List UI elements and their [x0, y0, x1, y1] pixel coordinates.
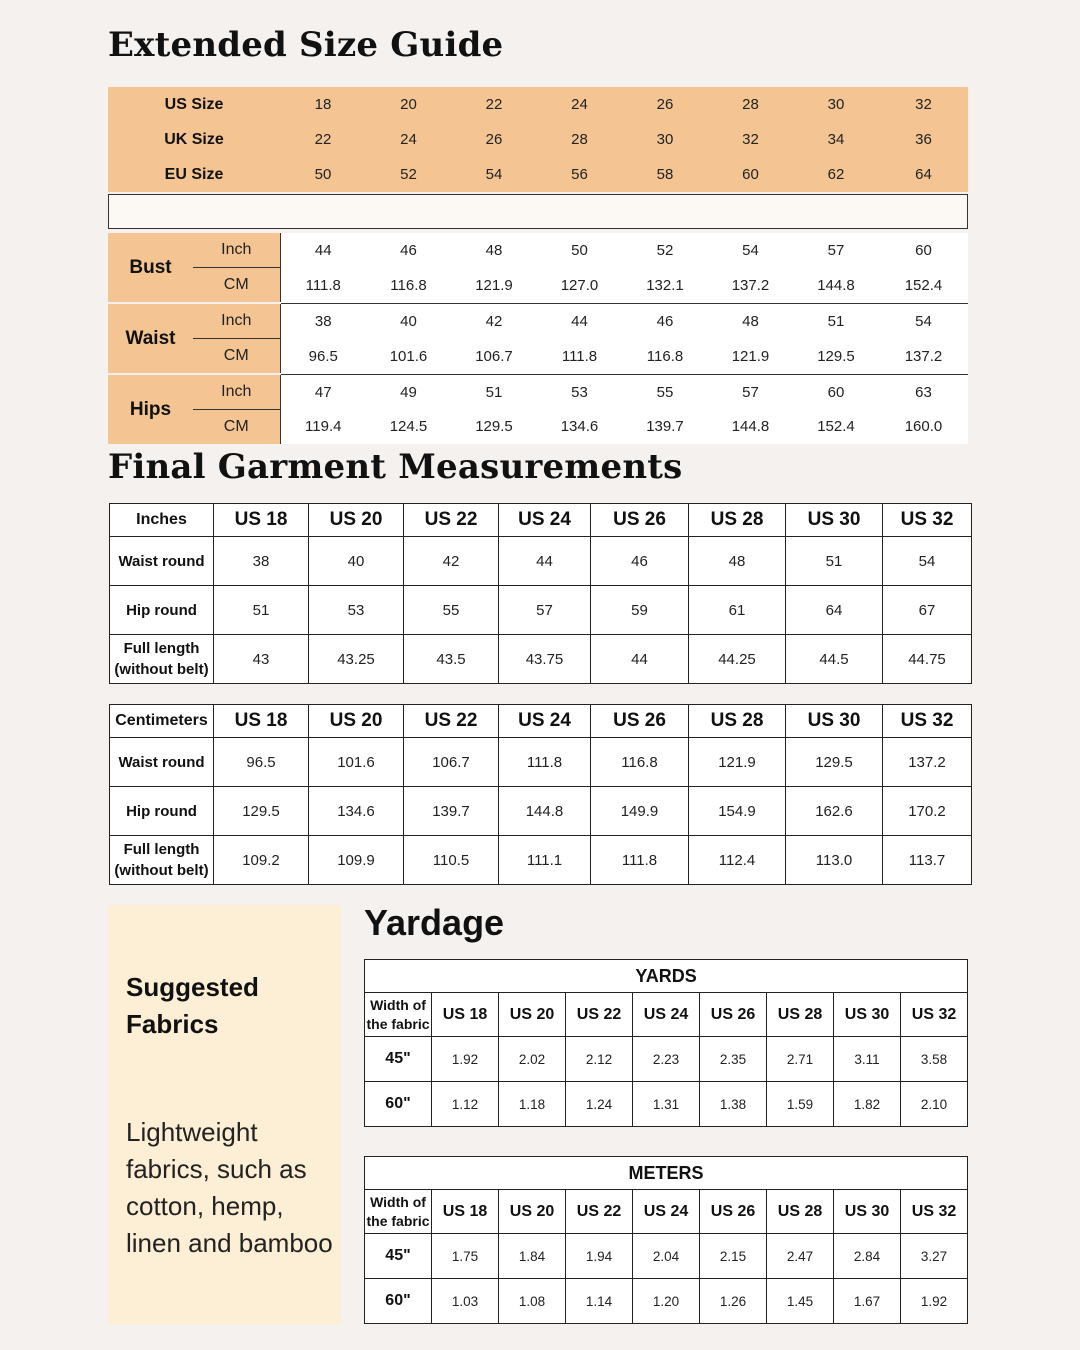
measurement-value: 44	[280, 233, 366, 268]
row-label-line1: Full length	[123, 640, 200, 657]
table-cell: 57	[499, 586, 591, 635]
row-label	[110, 836, 214, 885]
suggested-fabrics-box	[108, 905, 341, 1325]
table-cell: 121.9	[689, 738, 786, 787]
measurement-value: 121.9	[708, 339, 793, 375]
size-header: US 20	[499, 993, 566, 1037]
row-label	[110, 537, 214, 586]
width-label-line2: the fabric	[366, 1212, 430, 1229]
table-cell: 1.92	[432, 1037, 499, 1082]
unit-label-cm: CM	[193, 410, 280, 445]
table-cell: 43	[214, 635, 309, 684]
table-cell: 3.27	[901, 1234, 968, 1279]
table-cell: 1.92	[901, 1279, 968, 1324]
table-cell: 2.12	[566, 1037, 633, 1082]
measurement-value: 60	[879, 233, 968, 268]
table-cell: 1.18	[499, 1082, 566, 1127]
measurement-value: 101.6	[366, 339, 451, 375]
measurement-value: 63	[879, 374, 968, 410]
row-label	[110, 738, 214, 787]
size-value: 24	[400, 131, 417, 148]
size-header: US 18	[214, 504, 309, 537]
measurement-value: 144.8	[793, 268, 879, 304]
unit-label-cm: CM	[193, 268, 280, 304]
width-label-line2: the fabric	[366, 1015, 430, 1032]
row-label	[110, 586, 214, 635]
fabric-width: 45"	[365, 1234, 432, 1279]
table-cell: 1.12	[432, 1082, 499, 1127]
table-cell: 3.11	[834, 1037, 901, 1082]
table-cell: 44	[499, 537, 591, 586]
table-cell: 109.2	[214, 836, 309, 885]
measurement-inch-row	[108, 303, 968, 339]
table-cell: 1.31	[633, 1082, 700, 1127]
table-cell: 51	[214, 586, 309, 635]
measurement-cm-row	[108, 339, 968, 375]
size-guide-divider	[108, 194, 968, 229]
size-header: US 20	[309, 504, 404, 537]
table-row	[365, 1037, 968, 1082]
table-cell: 144.8	[499, 787, 591, 836]
measurement-value: 51	[451, 374, 537, 410]
size-header: US 22	[566, 993, 633, 1037]
measurement-cm-row	[108, 268, 968, 304]
table-cell: 101.6	[309, 738, 404, 787]
table-row	[110, 537, 972, 586]
measurement-value: 137.2	[879, 339, 968, 375]
body-measurements-table	[108, 233, 968, 444]
size-header: US 32	[883, 705, 972, 738]
table-row	[110, 787, 972, 836]
measurement-value: 111.8	[280, 268, 366, 304]
table-cell: 43.25	[309, 635, 404, 684]
measurement-value: 55	[622, 374, 708, 410]
size-value: 22	[314, 131, 332, 148]
size-header: US 22	[566, 1190, 633, 1234]
size-header: US 22	[404, 705, 499, 738]
unit-title: YARDS	[365, 960, 968, 993]
header-row	[365, 1190, 968, 1234]
unit-row	[365, 1157, 968, 1190]
table-cell: 44.5	[786, 635, 883, 684]
row-label-line2: (without belt)	[114, 862, 209, 879]
table-cell: 111.8	[499, 738, 591, 787]
table-cell: 113.0	[786, 836, 883, 885]
table-cell: 40	[309, 537, 404, 586]
measurement-value: 40	[366, 303, 451, 339]
row-label	[110, 787, 214, 836]
table-cell: 1.26	[700, 1279, 767, 1324]
table-cell: 48	[689, 537, 786, 586]
measurement-value: 52	[622, 233, 708, 268]
size-header: US 18	[432, 1190, 499, 1234]
yardage-yards-table	[364, 959, 968, 1127]
measurement-value: 129.5	[793, 339, 879, 375]
table-cell: 110.5	[404, 836, 499, 885]
size-header: US 24	[499, 504, 591, 537]
table-cell: 44	[591, 635, 689, 684]
table-cell: 111.8	[591, 836, 689, 885]
width-label-line1: Width of	[370, 996, 426, 1013]
size-value: 34	[827, 131, 845, 148]
table-cell: 116.8	[591, 738, 689, 787]
table-cell: 2.23	[633, 1037, 700, 1082]
size-header: US 26	[591, 504, 689, 537]
size-value: 54	[485, 166, 503, 183]
width-label-line1: Width of	[370, 1193, 426, 1210]
measurement-value: 121.9	[451, 268, 537, 304]
measurement-value: 127.0	[537, 268, 622, 304]
size-value: 62	[827, 166, 845, 183]
size-header: US 30	[786, 504, 883, 537]
measurement-value: 47	[280, 374, 366, 410]
table-cell: 134.6	[309, 787, 404, 836]
unit-label-inch: Inch	[193, 233, 280, 268]
table-cell: 46	[591, 537, 689, 586]
width-of-fabric-label	[365, 1190, 432, 1234]
table-cell: 154.9	[689, 787, 786, 836]
row-label-line2: (without belt)	[114, 661, 209, 678]
table-cell: 1.45	[767, 1279, 834, 1324]
measurement-value: 51	[793, 303, 879, 339]
size-value: 52	[400, 166, 417, 183]
measurement-value: 53	[537, 374, 622, 410]
size-guide-title: Extended Size Guide	[108, 25, 504, 65]
size-header: US 30	[834, 993, 901, 1037]
size-header: US 24	[499, 705, 591, 738]
table-cell: 61	[689, 586, 786, 635]
final-garment-cm-table	[109, 704, 972, 885]
measurement-inch-row	[108, 233, 968, 268]
fabric-width: 60"	[365, 1279, 432, 1324]
measurement-value: 111.8	[537, 339, 622, 375]
table-cell: 1.03	[432, 1279, 499, 1324]
row-label-line1: Hip round	[126, 601, 197, 619]
table-cell: 2.15	[700, 1234, 767, 1279]
size-value: 36	[915, 131, 932, 148]
measurement-value: 50	[537, 233, 622, 268]
table-cell: 2.10	[901, 1082, 968, 1127]
size-header: US 30	[786, 705, 883, 738]
measurement-value: 139.7	[622, 410, 708, 445]
yardage-title: Yardage	[364, 902, 505, 943]
table-cell: 59	[591, 586, 689, 635]
table-cell: 129.5	[786, 738, 883, 787]
fabrics-title-line1: Suggested	[126, 972, 259, 1002]
table-cell: 109.9	[309, 836, 404, 885]
measurement-value: 49	[366, 374, 451, 410]
size-value: 60	[742, 166, 759, 183]
size-header: US 28	[689, 504, 786, 537]
size-system-label: EU Size	[164, 165, 224, 183]
measurement-part-label: Waist	[108, 303, 193, 374]
table-cell: 137.2	[883, 738, 972, 787]
unit-header: Centimeters	[110, 705, 214, 738]
measurement-value: 116.8	[366, 268, 451, 304]
measurement-value: 96.5	[280, 339, 366, 375]
table-cell: 2.04	[633, 1234, 700, 1279]
table-cell: 1.75	[432, 1234, 499, 1279]
table-cell: 1.08	[499, 1279, 566, 1324]
table-row	[110, 635, 972, 684]
measurement-value: 160.0	[879, 410, 968, 445]
table-cell: 162.6	[786, 787, 883, 836]
unit-title: METERS	[365, 1157, 968, 1190]
size-header: US 18	[432, 993, 499, 1037]
measurement-value: 144.8	[708, 410, 793, 445]
measurement-part-label: Bust	[108, 233, 193, 303]
size-value: 26	[485, 131, 503, 148]
size-value: 24	[571, 96, 588, 113]
measurement-value: 137.2	[708, 268, 793, 304]
size-header: US 20	[309, 705, 404, 738]
table-cell: 2.02	[499, 1037, 566, 1082]
table-cell: 1.38	[700, 1082, 767, 1127]
size-header: US 18	[214, 705, 309, 738]
measurement-inch-row	[108, 374, 968, 410]
table-row	[110, 586, 972, 635]
size-value: 30	[827, 96, 845, 113]
table-cell: 111.1	[499, 836, 591, 885]
size-value: 32	[915, 96, 932, 113]
table-row	[110, 738, 972, 787]
size-value: 22	[485, 96, 503, 113]
table-cell: 38	[214, 537, 309, 586]
measurement-value: 119.4	[280, 410, 366, 445]
measurement-value: 134.6	[537, 410, 622, 445]
size-value: 26	[656, 96, 674, 113]
size-value: 28	[571, 131, 588, 148]
measurement-value: 42	[451, 303, 537, 339]
table-cell: 1.67	[834, 1279, 901, 1324]
size-header: US 20	[499, 1190, 566, 1234]
table-cell: 170.2	[883, 787, 972, 836]
table-row	[365, 1234, 968, 1279]
table-cell: 43.5	[404, 635, 499, 684]
header-row	[365, 993, 968, 1037]
table-row	[365, 1082, 968, 1127]
measurement-value: 106.7	[451, 339, 537, 375]
measurement-value: 57	[793, 233, 879, 268]
table-cell: 139.7	[404, 787, 499, 836]
size-header: US 32	[883, 504, 972, 537]
table-cell: 1.24	[566, 1082, 633, 1127]
table-cell: 1.84	[499, 1234, 566, 1279]
size-header: US 24	[633, 1190, 700, 1234]
yardage-meters-table	[364, 1156, 968, 1324]
size-header: US 32	[901, 993, 968, 1037]
table-cell: 42	[404, 537, 499, 586]
measurement-value: 54	[879, 303, 968, 339]
measurement-value: 57	[708, 374, 793, 410]
table-cell: 3.58	[901, 1037, 968, 1082]
table-cell: 1.59	[767, 1082, 834, 1127]
table-cell: 67	[883, 586, 972, 635]
table-cell: 1.20	[633, 1279, 700, 1324]
suggested-fabrics-title	[126, 969, 341, 1043]
size-header: US 32	[901, 1190, 968, 1234]
table-cell: 44.75	[883, 635, 972, 684]
measurement-value: 54	[708, 233, 793, 268]
table-cell: 2.71	[767, 1037, 834, 1082]
size-value: 32	[742, 131, 759, 148]
size-value: 18	[314, 96, 332, 113]
table-cell: 53	[309, 586, 404, 635]
measurement-value: 116.8	[622, 339, 708, 375]
fabric-width: 45"	[365, 1037, 432, 1082]
measurement-value: 38	[280, 303, 366, 339]
measurement-value: 60	[793, 374, 879, 410]
table-cell: 2.35	[700, 1037, 767, 1082]
table-cell: 44.25	[689, 635, 786, 684]
size-system-label: US Size	[164, 95, 224, 113]
size-system-label: UK Size	[164, 130, 224, 148]
unit-label-inch: Inch	[193, 374, 280, 410]
size-header: US 28	[767, 993, 834, 1037]
unit-label-cm: CM	[193, 339, 280, 375]
size-value: 28	[742, 96, 759, 113]
size-value: 20	[400, 96, 417, 113]
table-cell: 1.14	[566, 1279, 633, 1324]
table-cell: 54	[883, 537, 972, 586]
table-row	[110, 836, 972, 885]
table-cell: 129.5	[214, 787, 309, 836]
size-header: US 26	[700, 1190, 767, 1234]
measurement-value: 152.4	[793, 410, 879, 445]
size-header: US 26	[700, 993, 767, 1037]
row-label-line1: Waist round	[118, 552, 205, 570]
table-cell: 2.84	[834, 1234, 901, 1279]
table-cell: 149.9	[591, 787, 689, 836]
width-of-fabric-label	[365, 993, 432, 1037]
size-header: US 26	[591, 705, 689, 738]
size-row	[108, 87, 968, 122]
final-garment-inches-table	[109, 503, 972, 684]
table-cell: 1.82	[834, 1082, 901, 1127]
table-cell: 112.4	[689, 836, 786, 885]
size-value: 64	[915, 166, 932, 183]
table-cell: 51	[786, 537, 883, 586]
row-label	[110, 635, 214, 684]
table-cell: 96.5	[214, 738, 309, 787]
measurement-value: 46	[366, 233, 451, 268]
measurement-value: 46	[622, 303, 708, 339]
measurement-cm-row	[108, 410, 968, 445]
table-cell: 2.47	[767, 1234, 834, 1279]
final-garment-title: Final Garment Measurements	[108, 447, 683, 487]
unit-header: Inches	[110, 504, 214, 537]
measurement-value: 129.5	[451, 410, 537, 445]
size-guide-table	[108, 87, 968, 444]
table-cell: 43.75	[499, 635, 591, 684]
table-cell: 113.7	[883, 836, 972, 885]
size-value: 58	[656, 166, 674, 183]
fabric-width: 60"	[365, 1082, 432, 1127]
size-header: US 30	[834, 1190, 901, 1234]
measurement-value: 44	[537, 303, 622, 339]
size-row	[108, 157, 968, 192]
size-conversion-table	[108, 87, 968, 192]
unit-row	[365, 960, 968, 993]
size-header: US 28	[767, 1190, 834, 1234]
measurement-value: 48	[708, 303, 793, 339]
unit-label-inch: Inch	[193, 303, 280, 339]
table-cell: 1.94	[566, 1234, 633, 1279]
table-cell: 55	[404, 586, 499, 635]
measurement-value: 132.1	[622, 268, 708, 304]
table-row	[365, 1279, 968, 1324]
table-cell: 106.7	[404, 738, 499, 787]
size-value: 50	[314, 166, 332, 183]
row-label-line1: Hip round	[126, 802, 197, 820]
row-label-line1: Full length	[123, 841, 200, 858]
size-row	[108, 122, 968, 157]
header-row	[110, 504, 972, 537]
row-label-line1: Waist round	[118, 753, 205, 771]
size-header: US 24	[633, 993, 700, 1037]
suggested-fabrics-text: Lightweight fabrics, such as cotton, hemp, linen and bamboo	[126, 1117, 333, 1258]
measurement-value: 48	[451, 233, 537, 268]
table-cell: 64	[786, 586, 883, 635]
measurement-value: 124.5	[366, 410, 451, 445]
header-row	[110, 705, 972, 738]
size-value: 30	[656, 131, 674, 148]
size-value: 56	[571, 166, 588, 183]
measurement-part-label: Hips	[108, 374, 193, 444]
fabrics-title-line2: Fabrics	[126, 1009, 219, 1039]
measurement-value: 152.4	[879, 268, 968, 304]
size-header: US 28	[689, 705, 786, 738]
size-header: US 22	[404, 504, 499, 537]
